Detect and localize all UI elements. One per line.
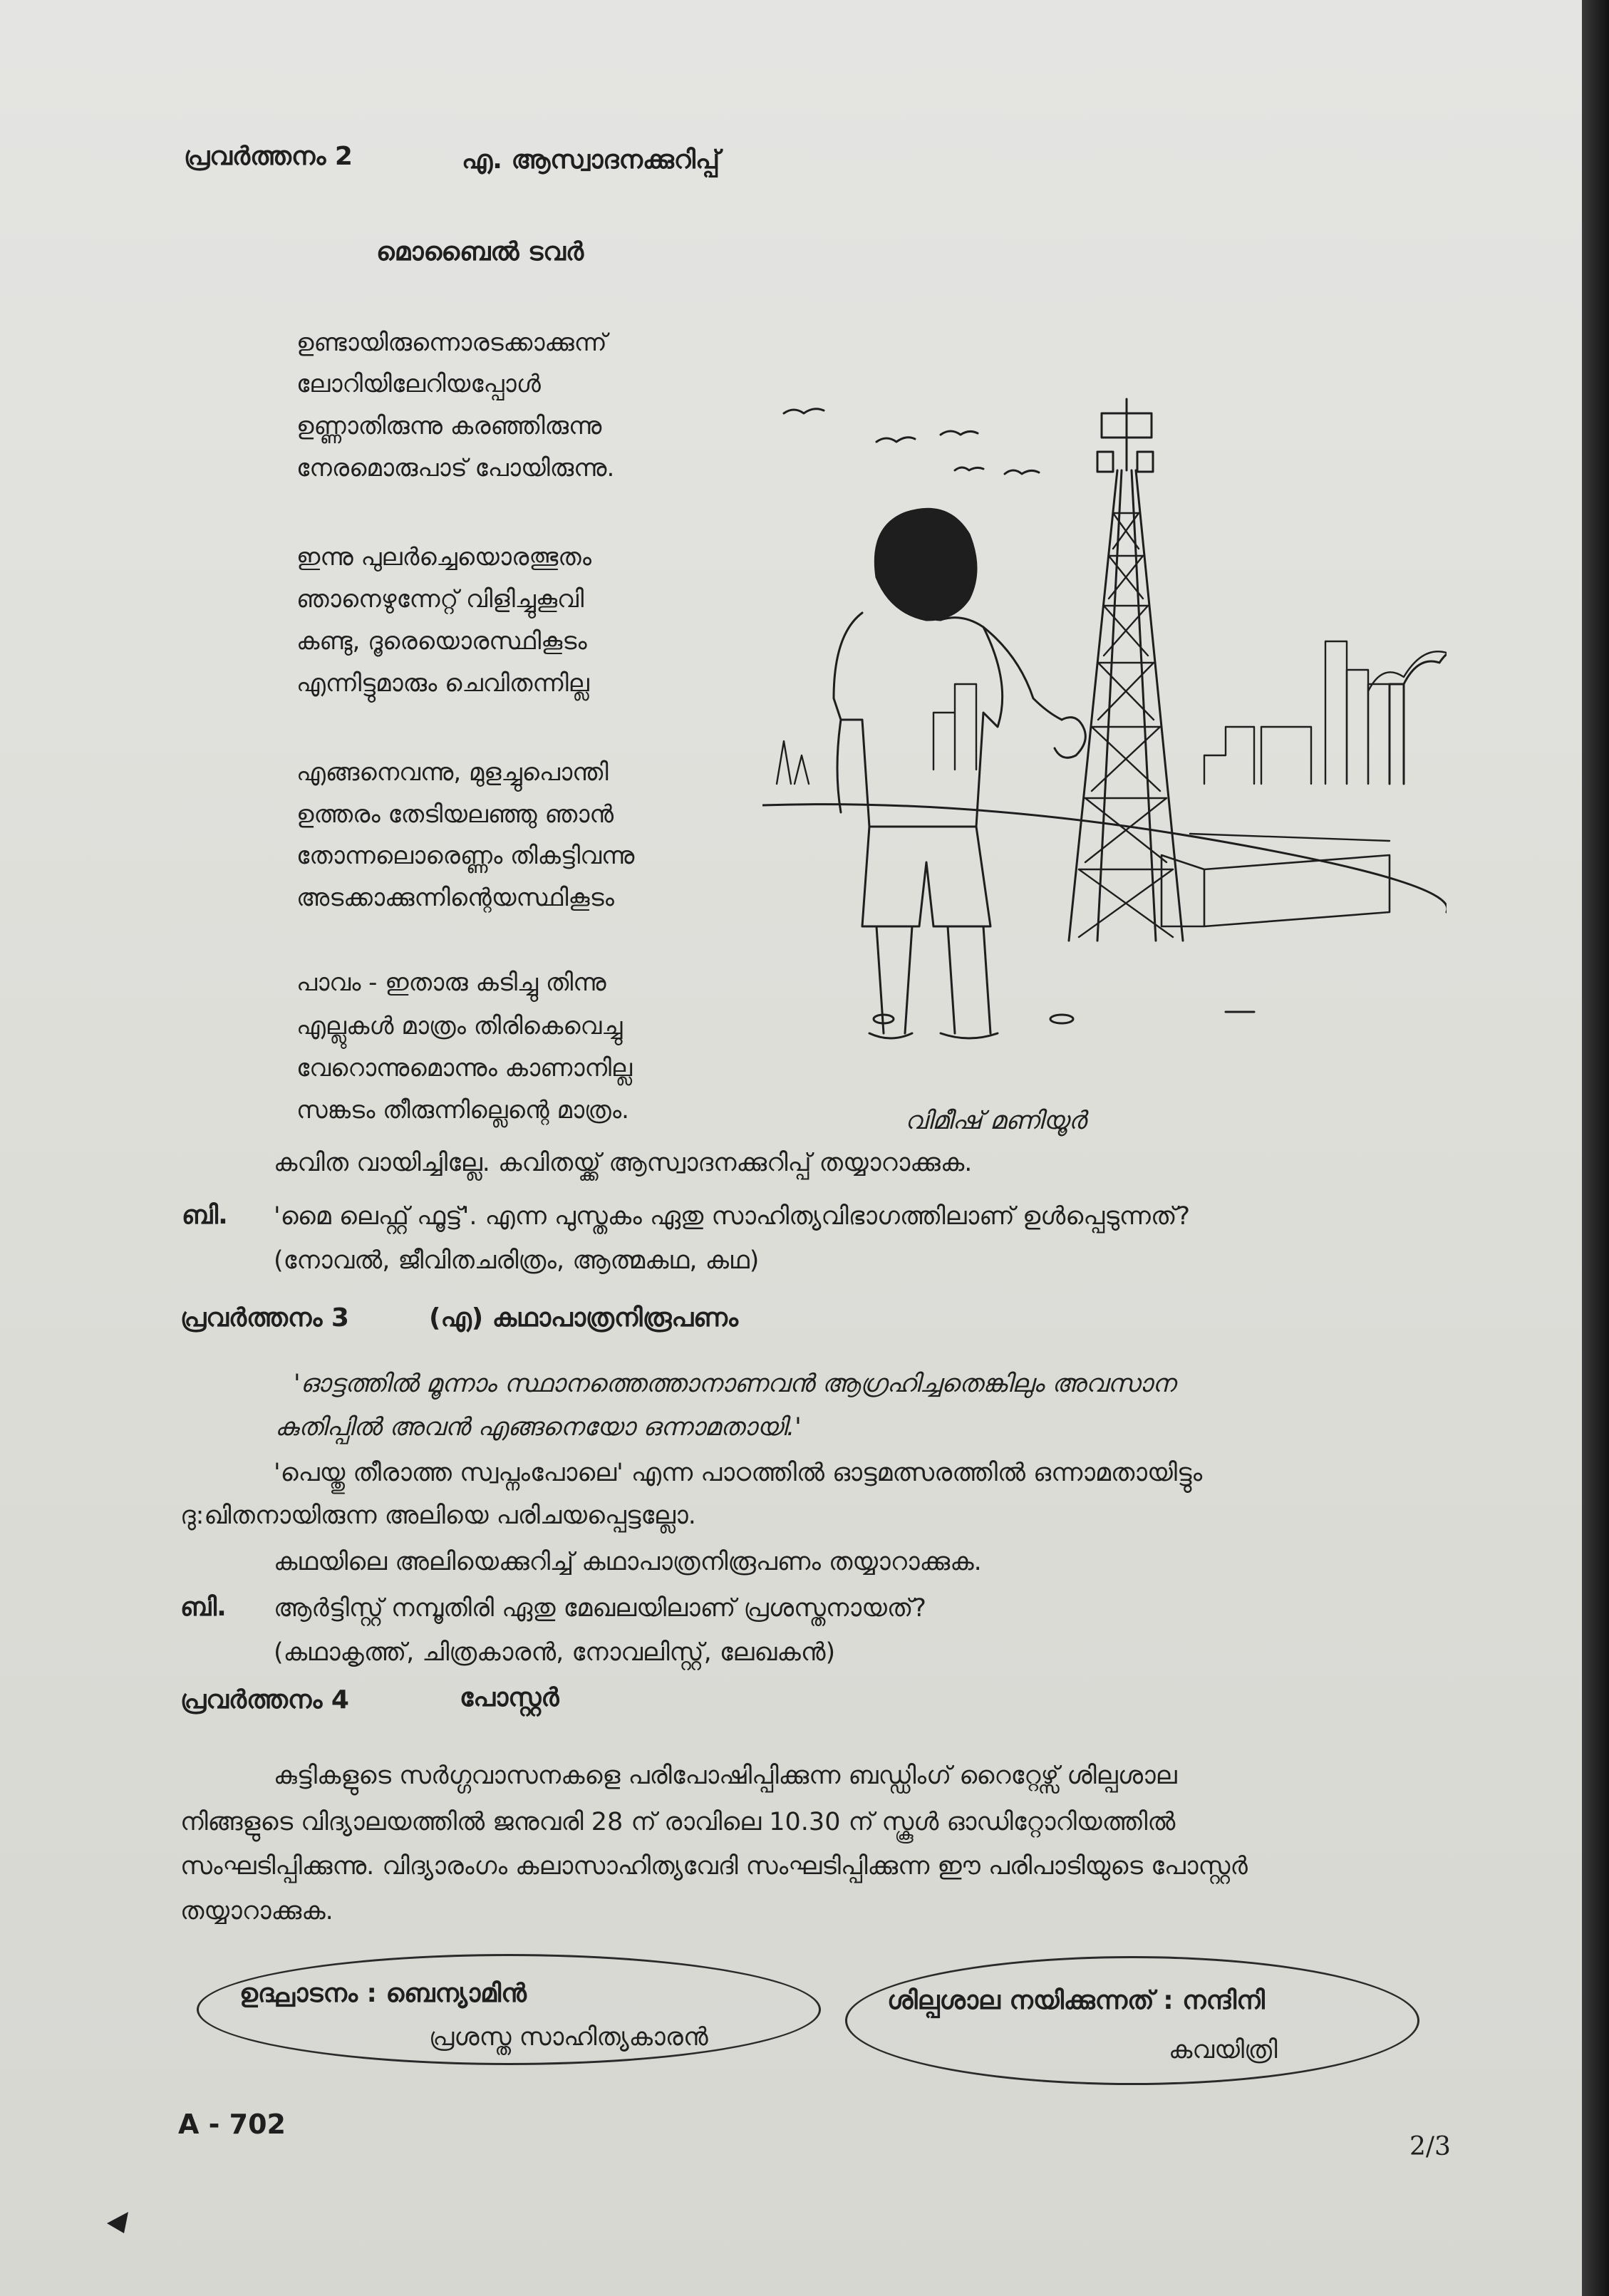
activity2-number: പ്രവർത്തനം 2 [184,142,353,171]
poet-name: വിമീഷ് മണിയൂർ [905,1107,1087,1135]
activity3-b-label: ബി. [180,1593,227,1622]
activity3-b-options: (കഥാകൃത്ത്, ചിത്രകാരൻ, നോവലിസ്റ്റ്, ലേഖകൻ) [274,1638,836,1667]
corner-mark-icon [100,2202,143,2245]
activity2-title: എ. ആസ്വാദനക്കുറിപ്പ് [462,145,720,175]
poem-line: വേറൊന്നുമൊന്നും കാണാനില്ല [296,1054,633,1082]
activity2-b-options: (നോവൽ, ജീവിതചരിത്രം, ആത്മകഥ, കഥ) [274,1246,760,1275]
activity3-title: (എ) കഥാപാത്രനിരൂപണം [429,1303,738,1333]
activity3-para-line: 'പെയ്തു തീരാത്ത സ്വപ്നംപോലെ' എന്ന പാഠത്തിൽ ഓട്ടമത്സരത്തിൽ ഒന്നാമതായിട്ടും [274,1459,1203,1487]
poem-line: കണ്ടു, ദൂരെയൊരസ്ഥികൂടം [296,627,587,656]
poem-line: അടക്കാക്കുന്നിന്റെയസ്ഥികൂടം [296,884,614,912]
page-edge-shadow [1582,0,1609,2296]
poem-line: ലോറിയിലേറിയപ്പോൾ [296,370,541,398]
poem-line: ഉത്തരം തേടിയലഞ്ഞു ഞാൻ [296,800,614,829]
poem-line: പാവം - ഇതാരു കടിച്ചു തിന്നു [296,968,606,997]
activity2-b-label: ബി. [182,1201,228,1230]
workshop-lead-line: ശില്പശാല നയിക്കുന്നത് : നന്ദിനി [887,1986,1265,2015]
activity3-instruction: കഥയിലെ അലിയെക്കുറിച്ച് കഥാപാത്രനിരൂപണം തയ്യാറാക്കുക. [274,1548,982,1576]
activity4-number: പ്രവർത്തനം 4 [180,1685,349,1715]
poem-title: മൊബൈൽ ടവർ [376,237,584,267]
activity3-quote-line: കുതിപ്പിൽ അവൻ എങ്ങനെയോ ഒന്നാമതായി.' [275,1413,802,1442]
activity3-b-question: ആർട്ടിസ്റ്റ് നമ്പൂതിരി ഏതു മേഖലയിലാണ് പ്രശസ്തനായത്? [274,1594,926,1623]
activity4-para-line: നിങ്ങളുടെ വിദ്യാലയത്തിൽ ജനുവരി 28 ന് രാവിലെ 10.30 ന് സ്കൂൾ ഓഡിറ്റോറിയത്തിൽ [180,1808,1176,1836]
workshop-lead-subtitle: കവയിത്രി [1169,2036,1278,2064]
page-number: 2/3 [1409,2132,1451,2161]
poem-line: നേരമൊരുപാട് പോയിരുന്നു. [296,454,615,482]
activity4-para-line: സംഘടിപ്പിക്കുന്നു. വിദ്യാരംഗം കലാസാഹിത്യവേദി സംഘടിപ്പിക്കുന്ന ഈ പരിപാടിയുടെ പോസ്റ്റർ [180,1852,1248,1881]
poem-line: തോന്നലൊരെണ്ണം തികട്ടിവന്നു [296,842,635,870]
poem-line: ഇന്നു പുലർച്ചെയൊരത്ഭുതം [296,543,591,572]
poem-line: സങ്കടം തീരുന്നില്ലെന്റെ മാത്രം. [296,1096,629,1124]
boy-and-tower-illustration [762,385,1447,1069]
inauguration-subtitle: പ്രശസ്ത സാഹിത്യകാരൻ [429,2023,708,2052]
workshop-lead-ellipse [845,1956,1419,2085]
poem-line: എല്ലുകൾ മാത്രം തിരികെവെച്ചു [296,1012,623,1040]
poem-line: ഉണ്ണാതിരുന്നു കരഞ്ഞിരുന്നു [296,412,602,440]
poem-line: എങ്ങനെവന്നു, മുളച്ചുപൊന്തി [296,758,609,787]
paper-code: A - 702 [178,2109,286,2140]
activity3-quote-line: 'ഓട്ടത്തിൽ മൂന്നാം സ്ഥാനത്തെത്താനാണവൻ ആഗ്രഹിച്ചതെങ്കിലും അവസാന [294,1370,1176,1398]
activity3-para-line: ദു:ഖിതനായിരുന്ന അലിയെ പരിചയപ്പെട്ടല്ലോ. [180,1501,696,1530]
poem-line: എന്നിട്ടുമാരും ചെവിതന്നില്ല [296,669,589,698]
activity4-para-line: തയ്യാറാക്കുക. [180,1897,333,1925]
activity4-title: പോസ്റ്റർ [460,1683,559,1712]
activity3-number: പ്രവർത്തനം 3 [180,1303,349,1333]
poem-line: ഞാനെഴുന്നേറ്റ് വിളിച്ചുകൂവി [296,585,584,614]
inauguration-line: ഉദ്ഘാടനം : ബെന്യാമിൻ [239,1979,527,2008]
activity4-para-line: കുട്ടികളുടെ സർഗ്ഗവാസനകളെ പരിപോഷിപ്പിക്കുന്ന ബഡ്ഡിംഗ് റൈറ്റേഴ്സ് ശില്പശാല [274,1762,1177,1790]
activity2-instruction: കവിത വായിച്ചില്ലേ. കവിതയ്ക്ക് ആസ്വാദനക്കുറിപ്പ് തയ്യാറാക്കുക. [274,1149,973,1177]
poem-line: ഉണ്ടായിരുന്നൊരടക്കാക്കുന്ന് [296,329,607,357]
activity2-b-question: 'മൈ ലെഫ്റ്റ് ഫൂട്ട്'. എന്ന പുസ്തകം ഏതു സാഹിത്യവിഭാഗത്തിലാണ് ഉൾപ്പെടുന്നത്? [274,1202,1191,1231]
